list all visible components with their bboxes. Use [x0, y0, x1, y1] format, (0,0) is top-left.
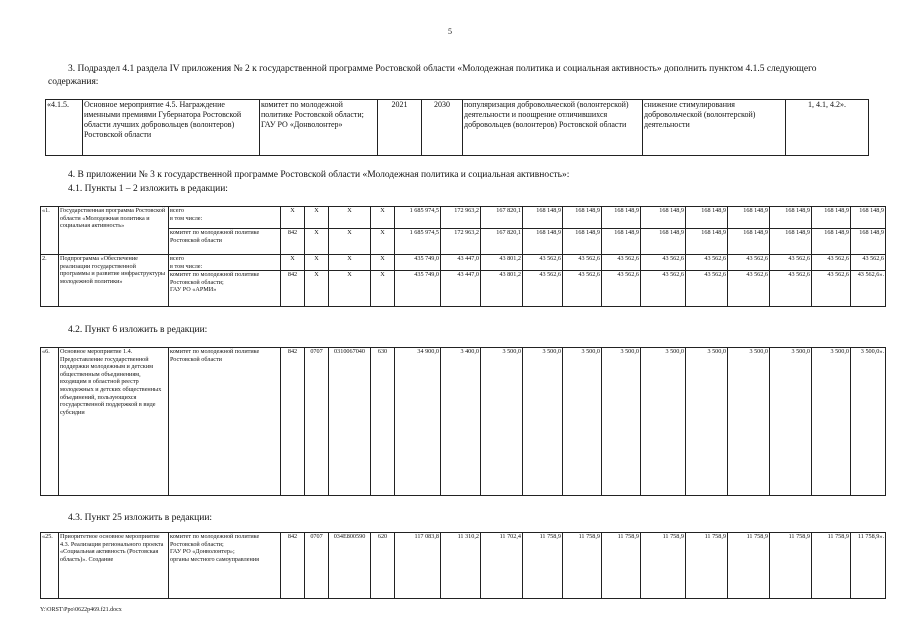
cell-value: 3 500,0 [481, 348, 523, 496]
cell-code: X [371, 207, 395, 229]
cell-value: 168 148,9 [641, 229, 686, 255]
cell-value: 43 562,6 [770, 255, 812, 271]
cell-name: Государственная программа Ростовской области «Молодежная политика и социальная активность» [59, 207, 169, 255]
cell-value: 43 562,6 [523, 271, 563, 307]
cell-name: Приоритетное основное мероприятие 4.3. Реализация регионального проекта «Социальная активность (Ростовская область)». Создание [59, 533, 169, 599]
cell-value: 3 500,0 [602, 348, 641, 496]
cell-num: «25. [41, 533, 59, 599]
cell-value: 168 148,9 [602, 207, 641, 229]
cell-value: 168 148,9 [770, 207, 812, 229]
cell-value: 43 562,6 [686, 271, 728, 307]
cell-value: 43 562,6 [563, 255, 602, 271]
cell-value: 168 148,9 [563, 229, 602, 255]
cell-executor: всего в том числе: [169, 207, 281, 229]
cell-value: 3 500,0 [686, 348, 728, 496]
cell-value: 3 500,0 [770, 348, 812, 496]
table-row [41, 207, 886, 229]
cell-code: 0707 [305, 533, 329, 599]
paragraph-4: 4. В приложении № 3 к государственной программе Ростовской области «Молодежная политика и социальная активность»: [68, 170, 570, 180]
cell-value: 3 400,0 [441, 348, 481, 496]
cell-value: 43 562,6 [563, 271, 602, 307]
cell-value: 43 562,6 [641, 255, 686, 271]
cell-value: 43 562,6 [686, 255, 728, 271]
cell-value: 11 758,9 [563, 533, 602, 599]
cell-result: популяризация добровольческой (волонтерской) деятельности и поощрение отличившихся добровольцев (волонтеров) Ростовской области [463, 100, 643, 156]
cell-code: 842 [281, 348, 305, 496]
cell-executor: комитет по молодежной политике Ростовской области [169, 229, 281, 255]
cell-value: 168 148,9 [602, 229, 641, 255]
cell-value: 11 758,9 [728, 533, 770, 599]
cell-num: 2. [41, 255, 59, 307]
cell-links: 1, 4.1, 4.2». [786, 100, 869, 156]
cell-code: 842 [281, 533, 305, 599]
cell-value: 43 562,6 [770, 271, 812, 307]
table-items-1-2 [40, 206, 886, 307]
cell-code: X [329, 229, 371, 255]
cell-executor: комитет по молодежной политике Ростовской области; ГАУ РО «Донволонтер» [260, 100, 378, 156]
file-path-footer: Y:\ORST\Ppo\0622p469.f21.docx [40, 607, 122, 613]
cell-executor: всего в том числе: [169, 255, 281, 271]
cell-executor: комитет по молодежной политике Ростовской области; ГАУ РО «Донволонтер»; органы местного самоуправления [169, 533, 281, 599]
cell-value: 3 500,0 [641, 348, 686, 496]
cell-value: 172 963,2 [441, 229, 481, 255]
cell-value: 43 562,6 [812, 255, 851, 271]
cell-value: 3 500,0 [563, 348, 602, 496]
cell-value: 3 500,0 [812, 348, 851, 496]
cell-code: X [371, 229, 395, 255]
cell-code: X [305, 255, 329, 271]
paragraph-4-2: 4.2. Пункт 6 изложить в редакции: [68, 325, 208, 335]
cell-name: Основное мероприятие 1.4. Предоставление государственной поддержки молодежным и детским общественным объединениям, входящим в областной реестр молодежных и детских общественных объединений, пользующихся государственной поддержкой в виде субсидии [59, 348, 169, 496]
cell-value: 167 820,1 [481, 229, 523, 255]
cell-value: 168 148,9 [728, 207, 770, 229]
cell-code: X [305, 229, 329, 255]
cell-value: 43 447,0 [441, 271, 481, 307]
cell-value: 1 685 974,5 [395, 207, 441, 229]
cell-value: 168 148,9 [728, 229, 770, 255]
cell-value: 11 758,9 [686, 533, 728, 599]
cell-code: X [305, 207, 329, 229]
cell-value: 43 562,6 [602, 271, 641, 307]
table-item-6 [40, 347, 886, 496]
cell-value: 43 562,6 [851, 255, 886, 271]
cell-value: 3 500,0». [851, 348, 886, 496]
cell-value: 168 148,9 [523, 229, 563, 255]
cell-code: X [305, 271, 329, 307]
cell-value: 43 562,6 [641, 271, 686, 307]
cell-start: 2021 [378, 100, 422, 156]
cell-num: «4.1.5. [46, 100, 83, 156]
cell-value: 11 758,9 [523, 533, 563, 599]
cell-num: «1. [41, 207, 59, 255]
cell-value: 1 685 974,5 [395, 229, 441, 255]
cell-code: X [281, 255, 305, 271]
cell-code: 630 [371, 348, 395, 496]
cell-value: 172 963,2 [441, 207, 481, 229]
cell-value: 43 801,2 [481, 271, 523, 307]
cell-value: 168 148,9 [851, 229, 886, 255]
cell-value: 168 148,9 [812, 229, 851, 255]
cell-value: 11 758,9». [851, 533, 886, 599]
cell-value: 11 758,9 [812, 533, 851, 599]
cell-name: Основное мероприятие 4.5. Награждение именными премиями Губернатора Ростовской области лучших добровольцев (волонтеров) Ростовской области [83, 100, 260, 156]
cell-code: X [371, 255, 395, 271]
cell-value: 43 562,6 [602, 255, 641, 271]
cell-value: 168 148,9 [563, 207, 602, 229]
cell-value: 168 148,9 [770, 229, 812, 255]
cell-value: 11 758,9 [641, 533, 686, 599]
cell-consequence: снижение стимулирования добровольческой (волонтерской) деятельности [643, 100, 786, 156]
cell-value: 3 500,0 [728, 348, 770, 496]
cell-value: 168 148,9 [523, 207, 563, 229]
cell-value: 168 148,9 [686, 207, 728, 229]
cell-value: 168 148,9 [686, 229, 728, 255]
cell-num: «6. [41, 348, 59, 496]
cell-name: Подпрограмма «Обеспечение реализации государственной программы и развитие инфраструктуры молодежной политики» [59, 255, 169, 307]
cell-end: 2030 [422, 100, 463, 156]
cell-code: 620 [371, 533, 395, 599]
cell-value: 435 749,0 [395, 271, 441, 307]
cell-value: 43 562,6 [728, 271, 770, 307]
cell-value: 168 148,9 [641, 207, 686, 229]
cell-code: X [329, 255, 371, 271]
cell-executor: комитет по молодежной политике Ростовской области; ГАУ РО «АРМИ» [169, 271, 281, 307]
table-item-25 [40, 532, 886, 599]
cell-value: 11 702,4 [481, 533, 523, 599]
cell-code: X [329, 207, 371, 229]
cell-code: X [281, 207, 305, 229]
cell-code: 842 [281, 229, 305, 255]
paragraph-4-3: 4.3. Пункт 25 изложить в редакции: [68, 513, 213, 523]
page-number: 5 [448, 27, 452, 36]
cell-code: 842 [281, 271, 305, 307]
cell-value: 34 900,0 [395, 348, 441, 496]
cell-value: 435 749,0 [395, 255, 441, 271]
cell-value: 167 820,1 [481, 207, 523, 229]
cell-value: 11 310,2 [441, 533, 481, 599]
cell-code: 034E800590 [329, 533, 371, 599]
cell-value: 43 562,6 [523, 255, 563, 271]
cell-code: 0310067040 [329, 348, 371, 496]
cell-value: 168 148,9 [851, 207, 886, 229]
paragraph-4-1: 4.1. Пункты 1 – 2 изложить в редакции: [68, 184, 228, 194]
cell-value: 11 758,9 [770, 533, 812, 599]
cell-value: 43 562,6». [851, 271, 886, 307]
cell-value: 43 447,0 [441, 255, 481, 271]
cell-value: 168 148,9 [812, 207, 851, 229]
paragraph-3: 3. Подраздел 4.1 раздела IV приложения № 2 к государственной программе Ростовской области «Молодежная политика и социальная активность» дополнить пунктом 4.1.5 следующего содержания: [48, 64, 817, 87]
cell-code: X [371, 271, 395, 307]
cell-value: 3 500,0 [523, 348, 563, 496]
cell-value: 43 562,6 [728, 255, 770, 271]
cell-value: 43 801,2 [481, 255, 523, 271]
table-item-4-1-5 [45, 99, 869, 156]
cell-code: 0707 [305, 348, 329, 496]
cell-value: 117 083,8 [395, 533, 441, 599]
table-row [41, 255, 886, 271]
cell-value: 43 562,6 [812, 271, 851, 307]
cell-code: X [329, 271, 371, 307]
cell-value: 11 758,9 [602, 533, 641, 599]
cell-executor: комитет по молодежной политике Ростовской области [169, 348, 281, 496]
